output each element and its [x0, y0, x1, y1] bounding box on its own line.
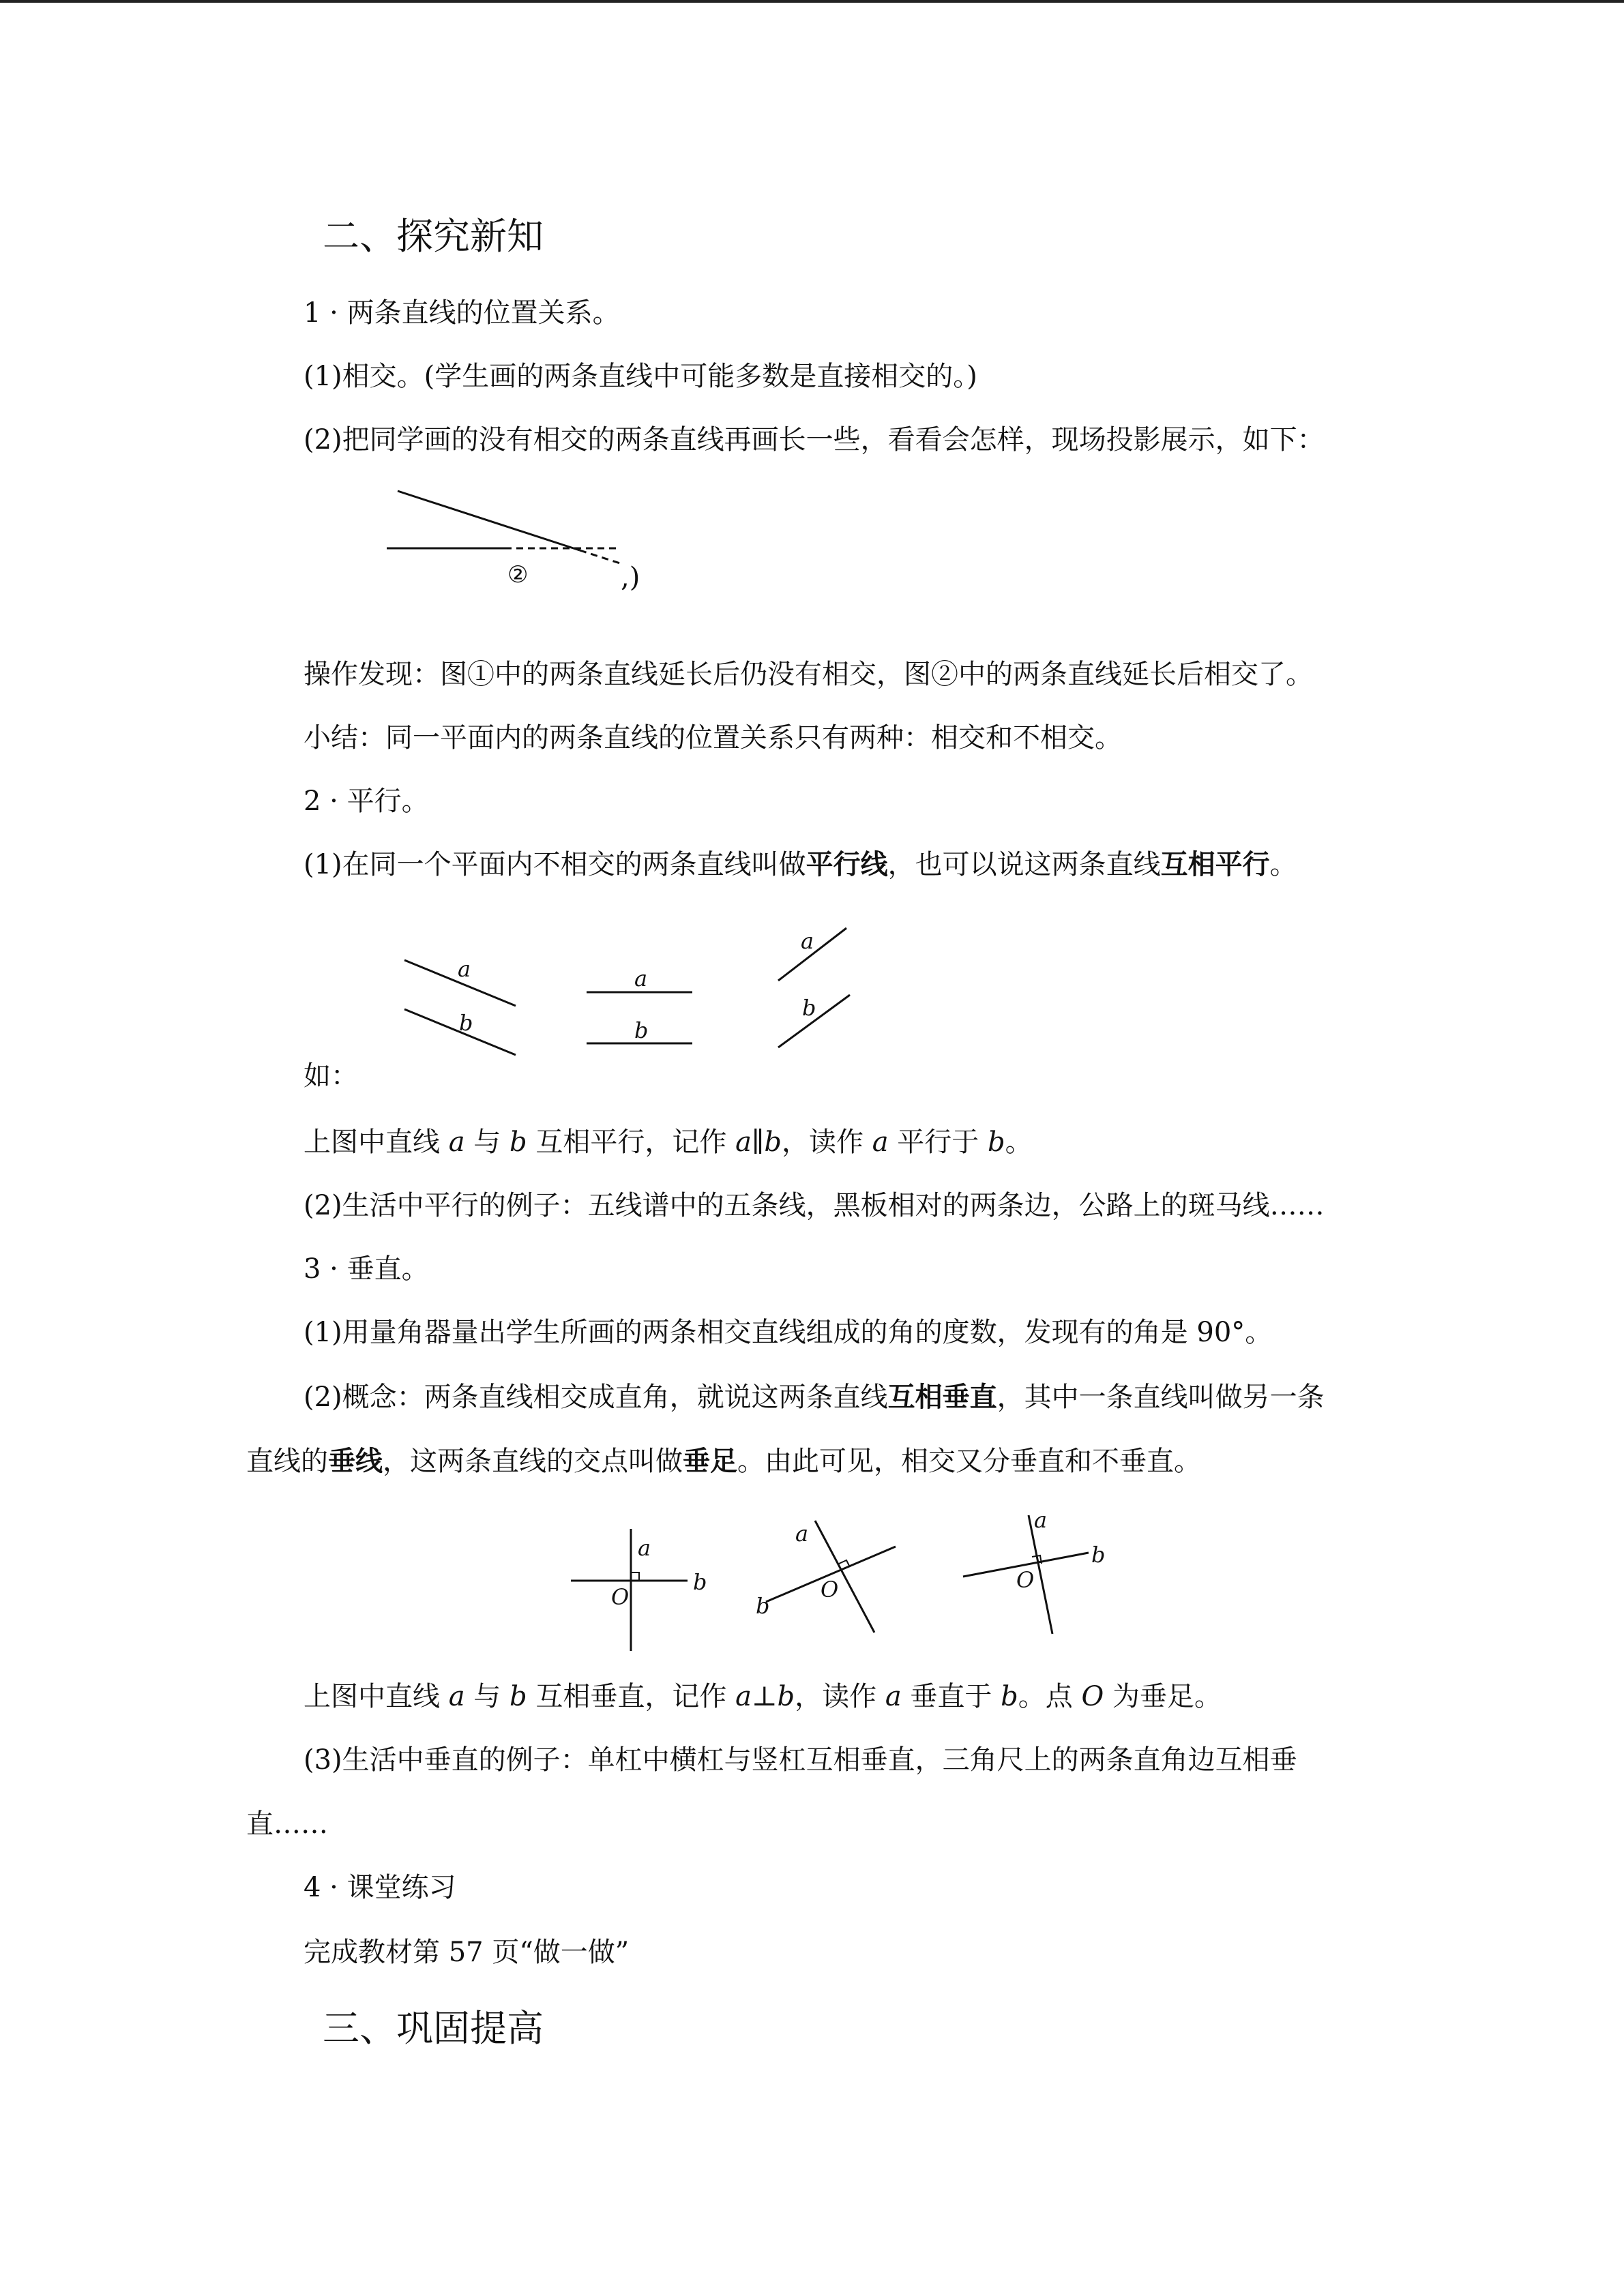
- item1-discovery: 操作发现：图①中的两条直线延长后仍没有相交，图②中的两条直线延长后相交了。: [304, 659, 1313, 690]
- item2-title: 2 · 平行。: [304, 786, 429, 817]
- item2-example-label: 如：: [304, 1060, 358, 1092]
- figure-label-2: ②: [507, 561, 529, 588]
- label-o-perp-1: O: [611, 1584, 630, 1610]
- label-a-perp-3: a: [1034, 1507, 1048, 1533]
- item4-paragraph-1: 完成教材第 57 页“做一做”: [304, 1937, 630, 1968]
- label-a-1: a: [458, 956, 471, 982]
- item4-title: 4 · 课堂练习: [304, 1872, 456, 1903]
- label-a-perp-1: a: [638, 1535, 651, 1561]
- item3-paragraph-2-line-2: 直线的垂线，这两条直线的交点叫做垂足。由此可见，相交又分垂直和不垂直。: [246, 1446, 1201, 1477]
- item3-title: 3 · 垂直。: [304, 1253, 429, 1285]
- item3-perpendicular-note: 上图中直线 a 与 b 互相垂直，记作 a⊥b，读作 a 垂直于 b。点 O 为垂足。: [304, 1681, 1222, 1712]
- label-b-perp-3: b: [1091, 1542, 1106, 1568]
- item2-parallel-note: 上图中直线 a 与 b 互相平行，记作 a∥b，读作 a 平行于 b。: [304, 1127, 1033, 1158]
- item1-paragraph-1: (1)相交。(学生画的两条直线中可能多数是直接相交的。): [304, 361, 977, 392]
- label-a-3: a: [801, 928, 814, 954]
- item1-title: 1 · 两条直线的位置关系。: [304, 297, 620, 329]
- label-a-2: a: [634, 966, 648, 992]
- item1-summary: 小结：同一平面内的两条直线的位置关系只有两种：相交和不相交。: [304, 722, 1122, 754]
- item3-paragraph-1: (1)用量角器量出学生所画的两条相交直线组成的角的度数，发现有的角是 90°。: [304, 1317, 1273, 1348]
- item3-paragraph-3-line-1: (3)生活中垂直的例子：单杠中横杠与竖杠互相垂直，三角尺上的两条直角边互相垂: [304, 1744, 1297, 1776]
- item3-paragraph-2-line-1: (2)概念：两条直线相交成直角，就说这两条直线互相垂直，其中一条直线叫做另一条: [304, 1382, 1325, 1413]
- item3-paragraph-3-line-2: 直……: [246, 1808, 328, 1840]
- item1-paragraph-2: (2)把同学画的没有相交的两条直线再画长一些，看看会怎样，现场投影展示，如下：: [304, 424, 1325, 456]
- item2-paragraph-1: (1)在同一个平面内不相交的两条直线叫做平行线，也可以说这两条直线互相平行。: [304, 849, 1297, 880]
- item2-paragraph-2: (2)生活中平行的例子：五线谱中的五条线，黑板相对的两条边，公路上的斑马线……: [304, 1190, 1325, 1221]
- label-o-perp-3: O: [1016, 1567, 1035, 1593]
- label-b-3: b: [802, 995, 816, 1021]
- label-o-perp-2: O: [821, 1577, 839, 1602]
- label-b-2: b: [634, 1017, 649, 1043]
- figure-suffix: ,): [621, 562, 640, 593]
- label-a-perp-2: a: [795, 1521, 809, 1547]
- label-b-perp-1: b: [693, 1569, 707, 1595]
- right-angle-mark-1: [631, 1572, 639, 1581]
- label-b-perp-2: b: [756, 1593, 770, 1619]
- label-b-1: b: [459, 1010, 473, 1036]
- section-heading-3: 三、巩固提高: [323, 2007, 544, 2050]
- section-heading: 二、探究新知: [323, 215, 544, 258]
